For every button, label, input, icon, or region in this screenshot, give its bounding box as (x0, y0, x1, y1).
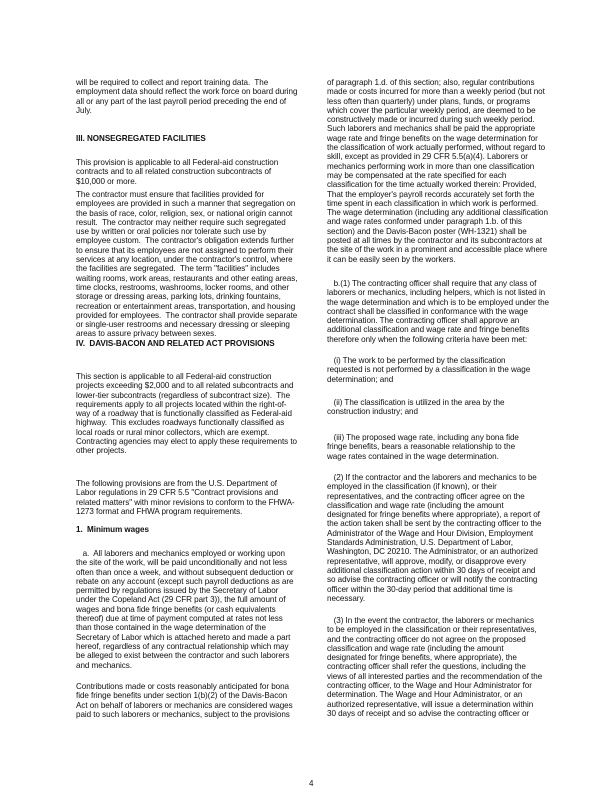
paragraph: (2) If the contractor and the laborers and mechanics to be employed in the classification (if known), or their representatives, and the contracting officer agree on the classification and wage rate (including the amount designated for fringe benefits where appropriate), a report of the action taken shall be sent by the contracting officer to the Administrator of the Wage and Hour Division, Employment Standards Administration, U.S. Department of Labor, Washington, DC 20210. The Administrator, or an authorized representative, will approve, modify, or disapprove every additional classification action within 30 days of receipt and so advise the contracting officer or will notify the contracting officer within the 30-day period that additional time is necessary. (327, 473, 542, 603)
paragraph: The following provisions are from the U.S. Department of Labor regulations in 29 CFR 5.5 "Contract provisions and related matters" with minor revisions to conform to the FHWA- 1273 format and FHWA program requirements. (76, 479, 295, 516)
section-heading: III. NONSEGREGATED FACILITIES (76, 134, 206, 143)
paragraph: (3) In the event the contractor, the laborers or mechanics to be employed in the classification or their representatives, and the contracting officer do not agree on the proposed classification and wage rate (including the amount designated for fringe benefits, where appropriate), the contracting officer shall refer the questions, including the views of all interested parties and the recommendation of the contracting officer, to the Wage and Hour Administrator for determination. The Wage and Hour Administrator, or an authorized representative, will issue a determination within 30 days of receipt and so advise the contracting officer or (327, 616, 543, 718)
paragraph: This provision is applicable to all Federal-aid construction contracts and to all related construction subcontracts of $10,000 or more. (76, 158, 279, 186)
paragraph: a. All laborers and mechanics employed or working upon the site of the work, will be paid unconditionally and not less often than once a week, and without subsequent deduction or rebate on any account (except such payroll deductions as are permitted by regulations issued by the Secretary of Labor under the Copeland Act (29 CFR part 3)), the full amount of wages and bona fide fringe benefits (or cash equivalents thereof) due at time of payment computed at rates not less than those contained in the wage determination of the Secretary of Labor which is attached hereto and made a part hereof, regardless of any contractual relationship which may be alleged to exist between the contractor and such laborers and mechanics. (76, 549, 294, 670)
page-number: 4 (309, 779, 314, 788)
subsection-heading: 1. Minimum wages (76, 525, 149, 534)
paragraph: b.(1) The contracting officer shall require that any class of laborers or mechanics, including helpers, which is not listed in the wage determination and which is to be employed under the contract shall be classified in conformance with the wage determination. The contracting officer shall approve an additional classification and wage rate and fringe benefits therefore only when the following criteria have been met: (327, 279, 549, 344)
paragraph: (iii) The proposed wage rate, including any bona fide fringe benefits, bears a reasonable relationship to the wage rates contained in the wage determination. (327, 433, 519, 461)
paragraph: of paragraph 1.d. of this section; also, regular contributions made or costs incurred for more than a weekly period (but not less often than quarterly) under plans, funds, or programs which cover the particular weekly period, are deemed to be constructively made or incurred during such weekly period. Such laborers and mechanics shall be paid the appropriate wage rate and fringe benefits on the wage determination for the classification of work actually performed, without regard to skill, except as provided in 29 CFR 5.5(a)(4). Laborers or mechanics performing work in more than one classification may be compensated at the rate specified for each classification for the time actually worked therein: Provided, That the employer's payroll records accurately set forth the time spent in each classification in which work is performed. The wage determination (including any additional classification and wage rates conformed under paragraph 1.b. of this section) and the Davis-Bacon poster (WH-1321) shall be posted at all times by the contractor and its subcontractors at the site of the work in a prominent and accessible place where it can be easily seen by the workers. (327, 78, 548, 264)
paragraph: Contributions made or costs reasonably anticipated for bona fide fringe benefits under section 1(b)(2) of the Davis-Bacon Act on behalf of laborers or mechanics are considered wages paid to such laborers or mechanics, subject to the provisions (76, 682, 293, 719)
paragraph: The contractor must ensure that facilities provided for employees are provided in such a manner that segregation on the basis of race, color, religion, sex, or national origin cannot result. The contractor may neither require such segregated use by written or oral policies nor tolerate such use by employee custom. The contractor's obligation extends further to ensure that its employees are not assigned to perform their services at any location, under the contractor's control, where the facilities are segregated. The term "facilities" includes waiting rooms, work areas, restaurants and other eating areas, time clocks, restrooms, washrooms, locker rooms, and other storage or dressing areas, parking lots, drinking fountains, recreation or entertainment areas, transportation, and housing provided for employees. The contractor shall provide separate or single-user restrooms and necessary dressing or sleeping areas to assure privacy between sexes. (76, 190, 298, 339)
paragraph: (ii) The classification is utilized in the area by the construction industry; and (327, 398, 505, 417)
section-heading: IV. DAVIS-BACON AND RELATED ACT PROVISIONS (76, 339, 275, 348)
paragraph: This section is applicable to all Federal-aid construction projects exceeding $2,000 and to all related subcontracts and lower-tier subcontracts (regardless of subcontract size). The requirements apply to all projects located within the right-of- way of a roadway that is functionally classified as Federal-aid highway. This excludes roadways functionally classified as local roads or rural minor collectors, which are exempt. Contracting agencies may elect to apply these requirements to other projects. (76, 372, 297, 456)
paragraph: will be required to collect and report training data. The employment data should reflect the work force on board during all or any part of the last payroll period preceding the end of July. (76, 78, 298, 115)
paragraph: (i) The work to be performed by the classification requested is not performed by a classification in the wage determination; and (327, 356, 531, 384)
